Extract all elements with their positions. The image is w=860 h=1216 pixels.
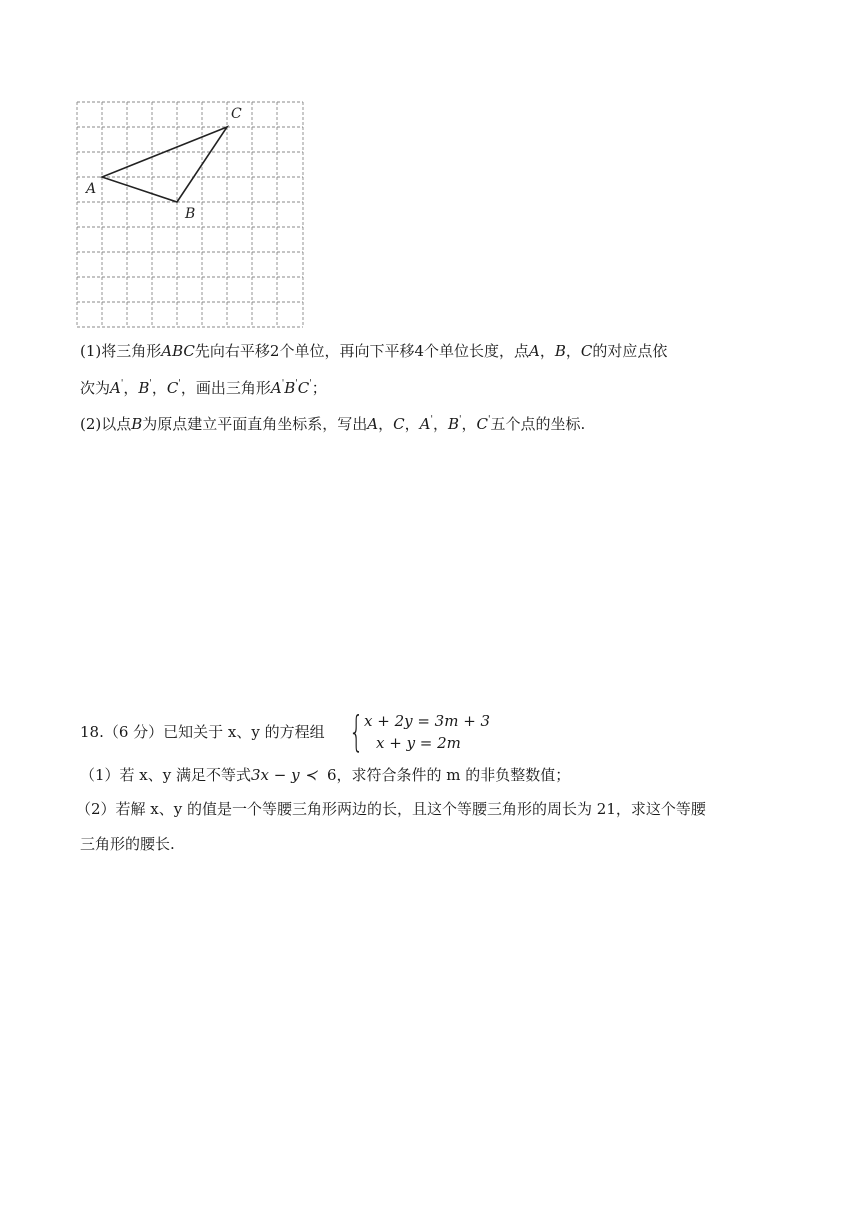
q18-part1: （1）若 x、y 满足不等式3x − y ≺ 6，求符合条件的 m 的非负整数值； bbox=[80, 766, 571, 784]
label-c: C bbox=[231, 106, 242, 122]
q18-part2-line2: 三角形的腰长. bbox=[80, 835, 175, 853]
q18-part2-line1: （2）若解 x、y 的值是一个等腰三角形两边的长，且这个等腰三角形的周长为 21，求这个等腰 bbox=[76, 800, 706, 818]
grid-figure bbox=[76, 100, 306, 330]
label-a: A bbox=[86, 181, 97, 197]
equation-2: x + y = 2m bbox=[376, 734, 461, 752]
q18-prefix: 18.（6 分）已知关于 x、y 的方程组 bbox=[80, 723, 325, 741]
q17-part1-line2: 次为A'，B'，C'，画出三角形A'B'C'； bbox=[80, 379, 327, 397]
label-b: B bbox=[185, 206, 196, 222]
equation-1: x + 2y = 3m + 3 bbox=[364, 712, 491, 730]
q17-part1-line1: (1)将三角形ABC先向右平移2个单位，再向下平移4个单位长度，点A，B，C的对应点依 bbox=[80, 342, 668, 360]
triangle-abc bbox=[102, 127, 227, 202]
q17-part2: (2)以点B为原点建立平面直角坐标系，写出A，C，A'，B'，C'五个点的坐标. bbox=[80, 415, 586, 433]
system-brace: { bbox=[349, 707, 364, 756]
